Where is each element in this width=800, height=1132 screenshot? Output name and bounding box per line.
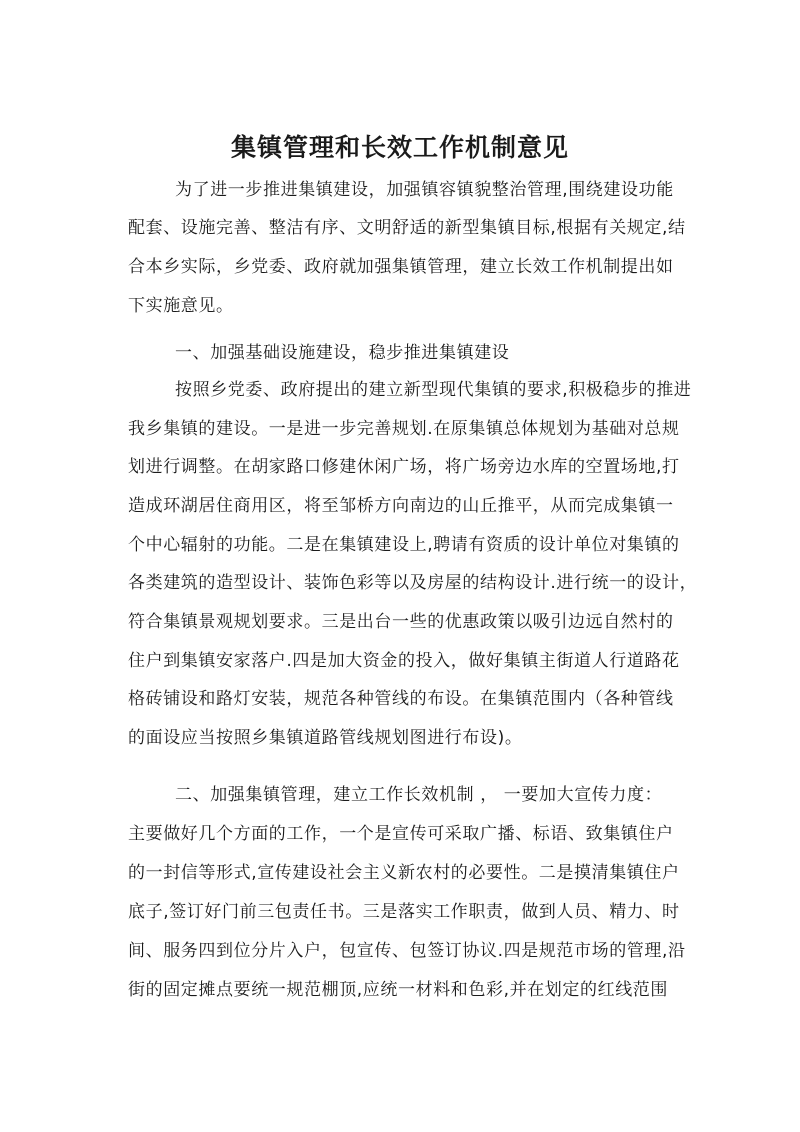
paragraph-line: 合本乡实际，乡党委、政府就加强集镇管理，建立长效工作机制提出如 — [128, 257, 674, 277]
paragraph-line: 我乡集镇的建设。一是进一步完善规划.在原集镇总体规划为基础对总规 — [128, 419, 680, 439]
paragraph-line: 各类建筑的造型设计、装饰色彩等以及房屋的结构设计.进行统一的设计， — [128, 573, 698, 593]
paragraph-line: 街的固定摊点要统一规范棚顶,应统一材料和色彩,并在划定的红线范围 — [128, 980, 669, 1000]
section-heading: 一、加强基础设施建设，稳步推进集镇建设 — [175, 343, 510, 363]
paragraph-line: 符合集镇景观规划要求。三是出台一些的优惠政策以吸引边远自然村的 — [128, 612, 674, 632]
paragraph-line: 为了进一步推进集镇建设，加强镇容镇貌整治管理,围绕建设功能 — [175, 180, 674, 200]
paragraph-line: 按照乡党委、政府提出的建立新型现代集镇的要求,积极稳步的推进 — [175, 380, 692, 400]
paragraph-line: 间、服务四到位分片入户，包宣传、包签订协议.四是规范市场的管理,沿 — [128, 941, 686, 961]
paragraph-line: 造成环湖居住商用区，将至邹桥方向南边的山丘推平，从而完成集镇一 — [128, 496, 674, 516]
paragraph-line: 的一封信等形式,宣传建设社会主义新农村的必要性。二是摸清集镇住户 — [128, 863, 680, 883]
paragraph-line: 下实施意见。 — [128, 296, 234, 316]
section-heading: 二、加强集镇管理，建立工作长效机制 ， 一要加大宣传力度： — [175, 785, 663, 805]
paragraph-line: 配套、设施完善、整洁有序、文明舒适的新型集镇目标,根据有关规定,结 — [128, 218, 686, 238]
paragraph-line: 主要做好几个方面的工作，一个是宣传可采取广播、标语、致集镇住户 — [128, 824, 674, 844]
paragraph-line: 划进行调整。在胡家路口修建休闲广场，将广场旁边水库的空置场地,打 — [128, 457, 680, 477]
paragraph-line: 住户到集镇安家落户.四是加大资金的投入，做好集镇主街道人行道路花 — [128, 651, 680, 671]
paragraph-line: 格砖铺设和路灯安装，规范各种管线的布设。在集镇范围内（各种管线 — [128, 689, 674, 709]
paragraph-line: 的面设应当按照乡集镇道路管线规划图进行布设)。 — [128, 728, 523, 748]
paragraph-line: 个中心辐射的功能。二是在集镇建设上,聘请有资质的设计单位对集镇的 — [128, 535, 680, 555]
document-title: 集镇管理和长效工作机制意见 — [230, 133, 569, 162]
paragraph-line: 底子,签订好门前三包责任书。三是落实工作职责，做到人员、精力、时 — [128, 902, 680, 922]
